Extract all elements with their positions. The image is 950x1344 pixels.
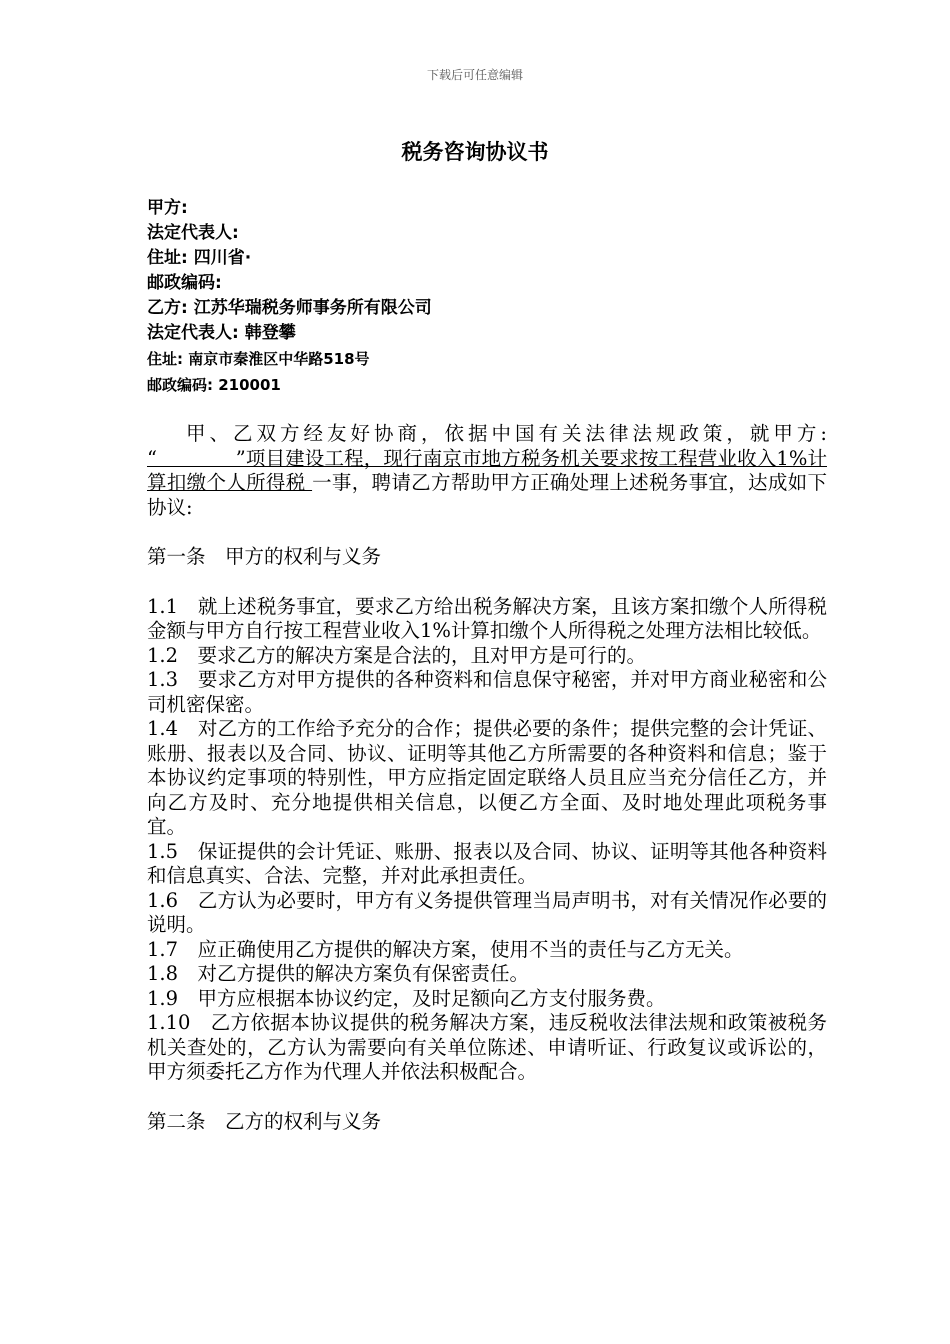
clause-1-1: 1.1 就上述税务事宜，要求乙方给出税务解决方案，且该方案扣缴个人所得税金额与甲方自行按工程营业收入1%计算扣缴个人所得税之处理方法相比较低。 bbox=[147, 594, 827, 642]
party-b-representative: 法定代表人: 韩登攀 bbox=[147, 323, 296, 343]
party-a-label: 甲方: bbox=[147, 198, 188, 218]
clause-1-8: 1.8 对乙方提供的解决方案负有保密责任。 bbox=[147, 962, 530, 985]
intro-underlined-project: “ ”项目建设工程，现行南京市地方税务机关要求按工程营业收入1%计算扣缴个人所得税 bbox=[147, 446, 827, 494]
clause-1-3: 1.3 要求乙方对甲方提供的各种资料和信息保守秘密，并对甲方商业秘密和公司机密保密。 bbox=[147, 668, 827, 716]
party-info-block bbox=[147, 196, 827, 398]
document-title: 税务咨询协议书 bbox=[401, 140, 549, 164]
header-note: 下载后可任意编辑 bbox=[426, 68, 523, 82]
party-a-postcode: 邮政编码: bbox=[147, 273, 222, 293]
party-a-address: 住址: 四川省· bbox=[147, 248, 252, 268]
party-a-representative: 法定代表人: bbox=[147, 223, 239, 243]
intro-paragraph bbox=[147, 422, 827, 520]
agreement-body bbox=[147, 422, 827, 1159]
clause-1-7: 1.7 应正确使用乙方提供的解决方案，使用不当的责任与乙方无关。 bbox=[147, 937, 744, 961]
clause-1-6: 1.6 乙方认为必要时，甲方有义务提供管理当局声明书，对有关情况作必要的说明。 bbox=[147, 888, 827, 936]
party-b-postcode: 邮政编码: 210001 bbox=[147, 376, 281, 394]
clause-1-5: 1.5 保证提供的会计凭证、账册、报表以及合同、协议、证明等其他各种资料和信息真实、合法、完整，并对此承担责任。 bbox=[147, 839, 827, 887]
section-2-heading: 第二条 乙方的权利与义务 bbox=[147, 1109, 382, 1133]
clause-1-4: 1.4 对乙方的工作给予充分的合作；提供必要的条件；提供完整的会计凭证、账册、报表以及合同、协议、证明等其他乙方所需要的各种资料和信息；鉴于本协议约定事项的特别性，甲方应指定固定联络人员且应当充分信任乙方，并向乙方及时、充分地提供相关信息，以便乙方全面、及时地处理此项税务事宜。 bbox=[147, 717, 827, 838]
clause-1-10: 1.10 乙方依据本协议提供的税务解决方案，违反税收法律法规和政策被税务机关查处的，乙方认为需要向有关单位陈述、申请听证、行政复议或诉讼的，甲方须委托乙方作为代理人并依法积极配合。 bbox=[147, 1011, 827, 1083]
party-b-address: 住址: 南京市秦淮区中华路518号 bbox=[147, 350, 370, 368]
clause-1-9: 1.9 甲方应根据本协议约定，及时足额向乙方支付服务费。 bbox=[147, 986, 666, 1010]
intro-text-end: 一事，聘请乙方帮助甲方正确处理上述税务事宜，达成如下协议: bbox=[147, 471, 827, 519]
clause-1-2: 1.2 要求乙方的解决方案是合法的，且对甲方是可行的。 bbox=[147, 643, 647, 667]
party-b-name: 乙方: 江苏华瑞税务师事务所有限公司 bbox=[147, 298, 432, 318]
section-1-heading: 第一条 甲方的权利与义务 bbox=[147, 545, 382, 568]
intro-text-start: 甲、乙双方经友好协商，依据中国有关法律法规政策，就甲方: bbox=[186, 422, 827, 445]
